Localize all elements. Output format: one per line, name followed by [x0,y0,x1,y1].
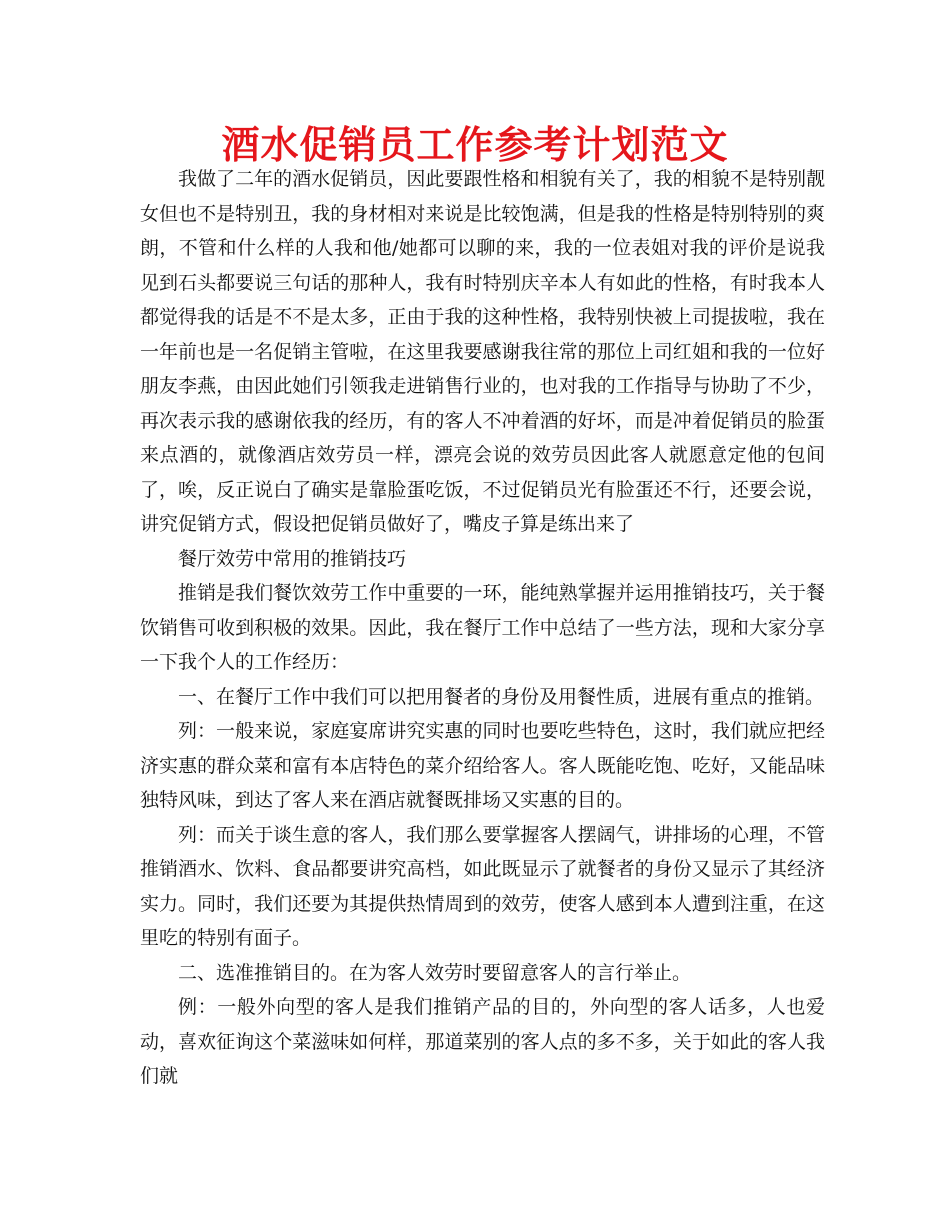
paragraph-example-family: 列：一般来说，家庭宴席讲究实惠的同时也要吃些特色，这时，我们就应把经济实惠的群众菜和富有本店特色的菜介绍给客人。客人既能吃饱、吃好，又能品味独特风味，到达了客人来在酒店就餐既排场又实惠的目的。 [140,720,825,811]
document-body [140,162,825,1094]
paragraph-example-outgoing: 例：一般外向型的客人是我们推销产品的目的，外向型的客人话多，人也爱动，喜欢征询这个菜滋味如何样，那道菜别的客人点的多不多，关于如此的客人我们就 [140,996,825,1087]
paragraph-point-one: 一、在餐厅工作中我们可以把用餐者的身份及用餐性质，进展有重点的推销。 [178,685,825,708]
paragraph-intro: 我做了二年的酒水促销员，因此要跟性格和相貌有关了，我的相貌不是特别靓女但也不是特别丑，我的身材相对来说是比较饱满，但是我的性格是特别特别的爽朗，不管和什么样的人我和他/她都可以聊的来，我的一位表姐对我的评价是说我见到石头都要说三句话的那种人，我有时特别庆辛本人有如此的性格，有时我本人都觉得我的话是不不是太多，正由于我的这种性格，我特别快被上司提拔啦，我在一年前也是一名促销主管啦，在这里我要感谢我往常的那位上司红姐和我的一位好朋友李燕，由因此她们引领我走进销售行业的，也对我的工作指导与协助了不少，再次表示我的感谢依我的经历，有的客人不冲着酒的好坏，而是冲着促销员的脸蛋来点酒的，就像酒店效劳员一样，漂亮会说的效劳员因此客人就愿意定他的包间了，唉，反正说白了确实是靠脸蛋吃饭，不过促销员光有脸蛋还不行，还要会说，讲究促销方式，假设把促销员做好了，嘴皮子算是练出来了 [140,168,825,535]
paragraph-example-business: 列：而关于谈生意的客人，我们那么要掌握客人摆阔气，讲排场的心理，不管推销酒水、饮料、食品都要讲究高档，如此既显示了就餐者的身份又显示了其经济实力。同时，我们还要为其提供热情周到的效劳，使客人感到本人遭到注重，在这里吃的特别有面子。 [140,823,825,949]
paragraph-section-heading: 餐厅效劳中常用的推销技巧 [178,547,407,570]
document-title: 酒水促销员工作参考计划范文 [221,122,729,167]
paragraph-point-two: 二、选准推销目的。在为客人效劳时要留意客人的言行举止。 [178,961,692,984]
paragraph-promotion-overview: 推销是我们餐饮效劳工作中重要的一环，能纯熟掌握并运用推销技巧，关于餐饮销售可收到积极的效果。因此，我在餐厅工作中总结了一些方法，现和大家分享一下我个人的工作经历： [140,582,825,673]
